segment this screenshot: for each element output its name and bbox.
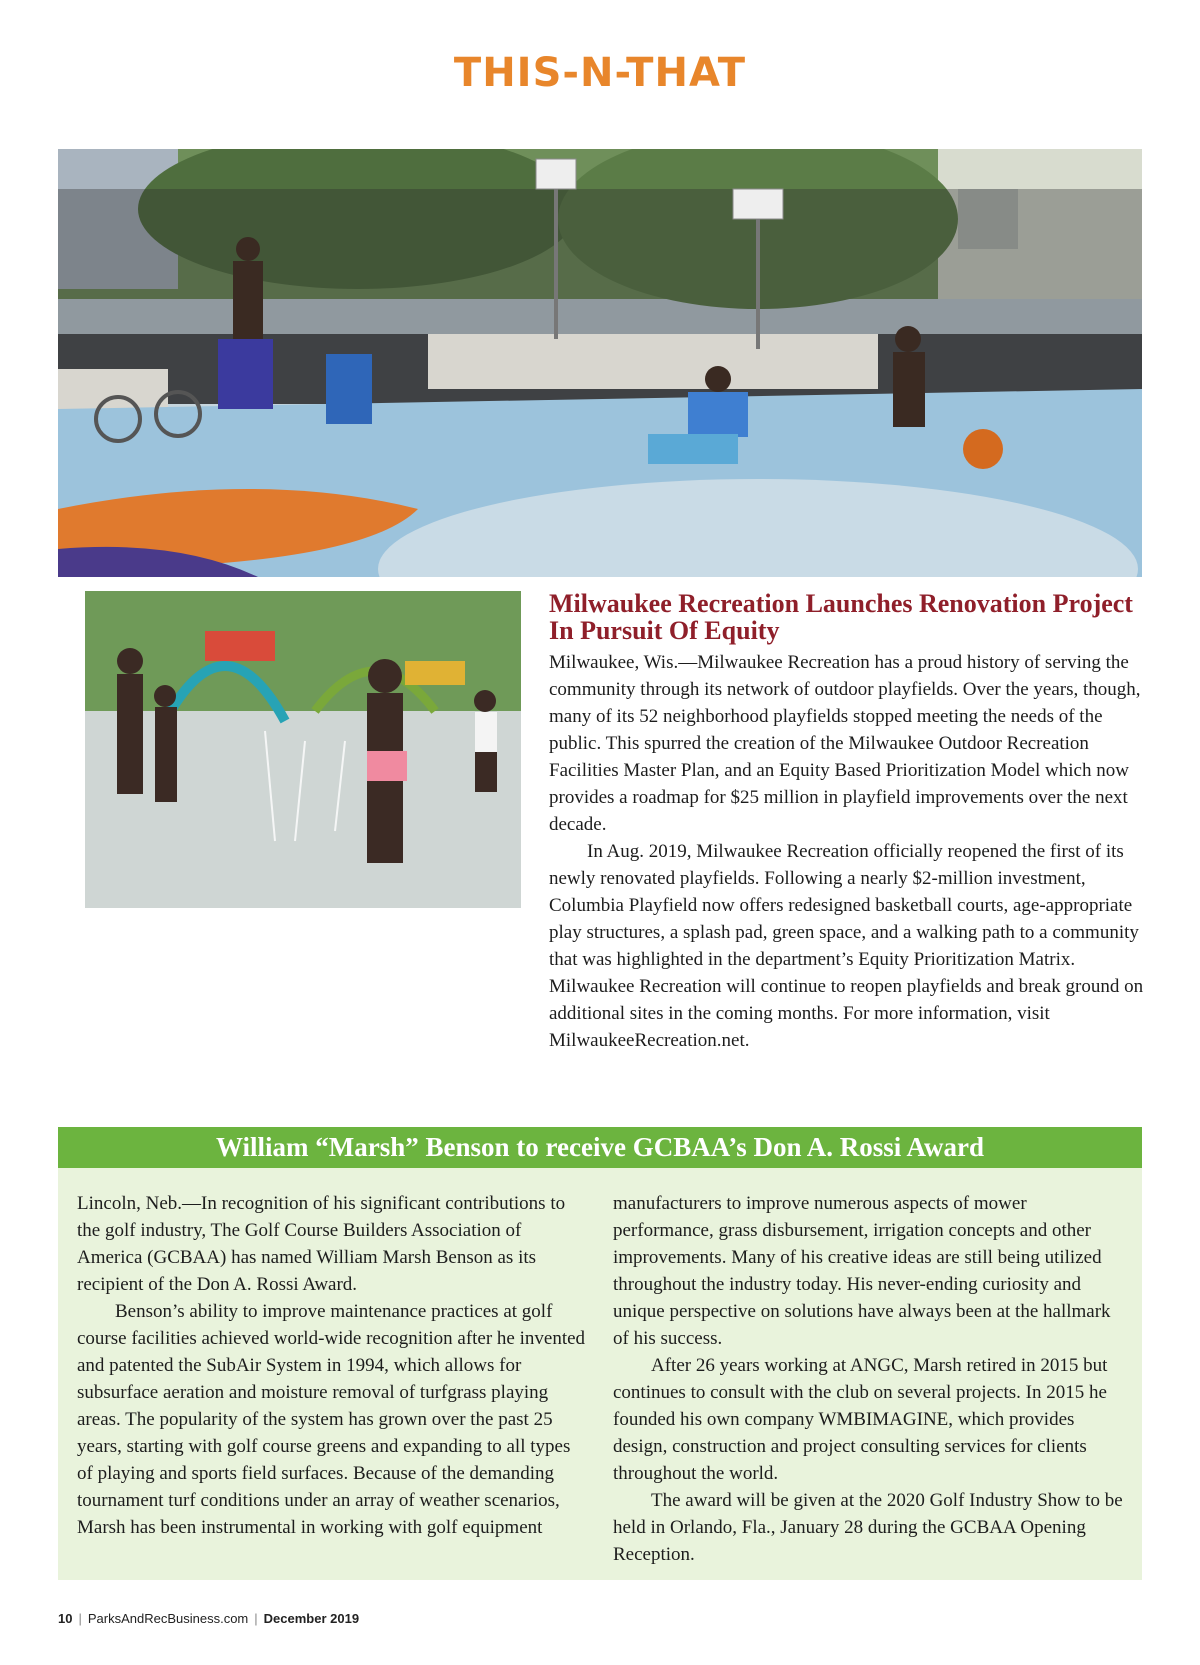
page-footer (58, 1611, 359, 1626)
award-sidebar-box (58, 1127, 1142, 1580)
page-number: 10 (58, 1611, 73, 1626)
splash-pad-photo (85, 591, 521, 908)
footer-site: ParksAndRecBusiness.com (87, 1611, 249, 1626)
footer-separator: | (78, 1611, 82, 1626)
award-paragraph: manufacturers to improve numerous aspects of mower performance, grass disbursement, irrigation concepts and other improvements. Many of his creative ideas are still being utilized throughout the industry today. His never-ending curiosity and unique perspective on solutions have always been at the hallmark of his success. (613, 1193, 1111, 1349)
footer-separator: | (254, 1611, 258, 1626)
award-column-left (77, 1190, 587, 1541)
award-paragraph: After 26 years working at ANGC, Marsh retired in 2015 but continues to consult with the club on several projects. In 2015 he founded his own company WMBIMAGINE, which provides design, construction and project consulting services for clients throughout the world. (613, 1355, 1108, 1484)
basketball-court-photo (58, 149, 1142, 577)
award-paragraph: Benson’s ability to improve maintenance practices at golf course facilities achieved world-wide recognition after he invented and patented the SubAir System in 1994, which allows for subsurface aeration and moisture removal of turfgrass playing areas. The popularity of the system has grown over the past 25 years, starting with golf course greens and expanding to all types of playing and sports field surfaces. Because of the demanding tournament turf conditions under an array of weather scenarios, Marsh has been instrumental in working with golf equipment (77, 1301, 586, 1538)
section-heading: THIS-N-THAT (453, 50, 747, 96)
award-paragraph: The award will be given at the 2020 Golf Industry Show to be held in Orlando, Fla., January 28 during the GCBAA Opening Reception. (613, 1490, 1123, 1565)
award-banner-title: William “Marsh” Benson to receive GCBAA’s Don A. Rossi Award (58, 1127, 1142, 1168)
story-paragraph: Milwaukee, Wis.—Milwaukee Recreation has a proud history of serving the community through its network of outdoor playfields. Over the years, though, many of its 52 neighborhood playfields stopped meeting the needs of the public. This spurred the creation of the Milwaukee Outdoor Recreation Facilities Master Plan, and an Equity Based Prioritization Model which now provides a roadmap for $25 million in playfield improvements over the next decade. (549, 652, 1141, 835)
award-paragraph: Lincoln, Neb.—In recognition of his significant contributions to the golf industry, The Golf Course Builders Association of America (GCBAA) has named William Marsh Benson as its recipient of the Don A. Rossi Award. (77, 1193, 566, 1295)
story-headline: Milwaukee Recreation Launches Renovation Project In Pursuit Of Equity (549, 589, 1133, 645)
award-column-right (613, 1190, 1123, 1568)
story-body (549, 649, 1151, 1054)
footer-issue: December 2019 (263, 1611, 360, 1626)
story-paragraph: In Aug. 2019, Milwaukee Recreation officially reopened the first of its newly renovated playfields. Following a nearly $2-million investment, Columbia Playfield now offers redesigned basketball courts, age-appropriate play structures, a splash pad, green space, and a walking path to a community that was highlighted in the department’s Equity Prioritization Matrix. Milwaukee Recreation will continue to reopen playfields and break ground on additional sites in the coming months. For more information, visit MilwaukeeRecreation.net. (549, 841, 1144, 1051)
